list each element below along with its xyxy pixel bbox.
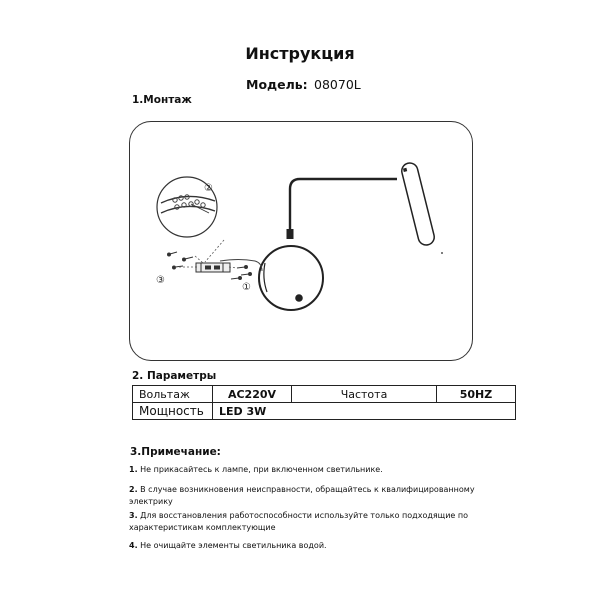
voltage-value: AC220V [213,386,292,403]
note-number: 2. [129,485,138,494]
table-row [133,386,516,403]
wall-plate [259,246,323,310]
frequency-value: 50HZ [437,386,516,403]
section-notes-heading: 3.Примечание: [130,446,221,458]
power-value: LED 3W [213,403,516,420]
note-number: 4. [129,541,138,550]
model-label: Модель: [246,77,308,92]
note-number: 1. [129,465,138,474]
note-text: Не прикасайтесь к лампе, при включенном светильнике. [137,465,383,474]
callout-2: ② [204,183,213,194]
callout-1: ① [242,282,251,293]
model-line [246,77,361,92]
installation-diagram [129,121,473,361]
note-4 [129,540,327,552]
switch-button [295,294,303,302]
mounting-bracket [196,263,230,272]
note-number: 3. [129,511,138,520]
note-text-continued: электрику [129,497,173,506]
note-text-continued: характеристикам комплектующие [129,523,276,532]
section-params-heading: 2. Параметры [132,370,217,382]
note-1 [129,464,383,476]
frequency-label: Частота [292,386,437,403]
page-title: Инструкция [245,44,355,63]
table-row [133,403,516,420]
section-mount-heading: 1.Монтаж [132,94,192,106]
light-dot [441,252,443,254]
lamp-arm [290,179,397,236]
lamp-head [400,161,436,246]
note-text: В случае возникновения неисправности, обращайтесь к квалифицированному [137,485,475,494]
note-3 [129,510,468,534]
note-2 [129,484,475,508]
power-label: Мощность [133,403,213,420]
parameters-table [132,385,516,420]
callout-3: ③ [156,275,165,286]
note-text: Для восстановления работоспособности используйте только подходящие по [137,511,469,520]
voltage-label: Вольтаж [133,386,213,403]
note-text: Не очищайте элементы светильника водой. [137,541,327,550]
model-value: 08070L [314,77,361,92]
arm-collar [287,229,294,239]
